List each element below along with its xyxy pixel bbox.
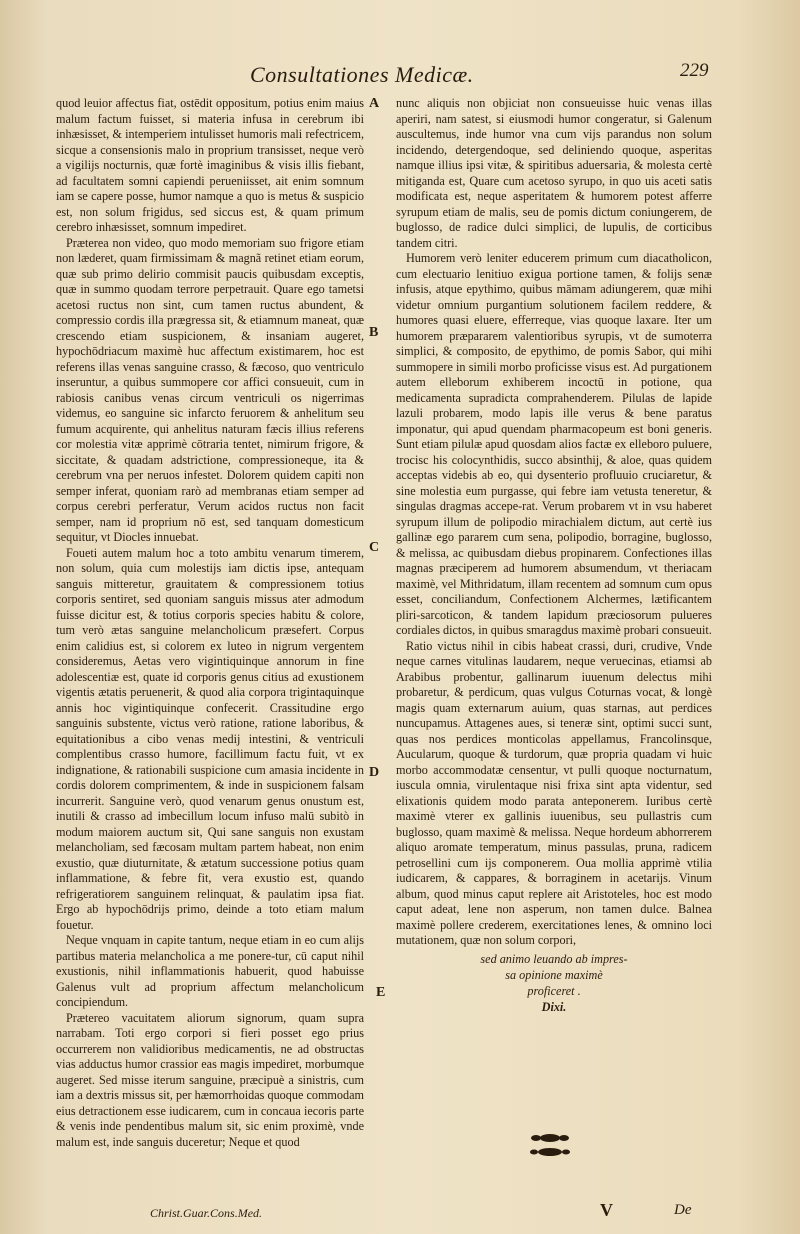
- paragraph: Foueti autem malum hoc a toto ambitu venarum timerem, non solum, quia cum molestijs iam dictis ipse, antequam sanguis mitteretur, grauitatem & compressionem totius corporis sentiret, sed quoniam sanguis missus ater admodum fuisse dicitur est, & totius corporis species habitu & colore, tum verò ætas sanguine melancholicum præsefert. Corpus enim calidius est, si colorem ex luteo in nigrum vergentem consideremus, Aetas vero vigintiquinque annorum in fine adolescentiæ est, quate id corporis genus citius ad exustionem vigentis ætatis peruenerit, & quod alia corpora trigintaquinque annis hoc vigintiquinque confecerit. Crassitudine ergo sanguinis substente, victus verò ratione, ratione laboribus, & equitationibus a cibo venas medij intestini, & ventriculi complentibus crasso humore, facillimum factu fuit, vt ex indignatione, & rationabili suspicione cum amasia incidente in cordis dolorem comprimentem, & inde in suspicionem falsam incurrerit. Sanguine verò, quod venarum genus onustum est, inutili & crasso ad imbecillum locum infuso malū subitò in modum maiorem auctum sit, Qui sane sanguis non exustam melancholiam, sed fæcosam multam partem habeat, non enim exustio, quæ diuturnitate, & ætatum successione potius quam inflammatione, & febre fit, vera exustio est, quando refrigeratiorem sanguinem relinquat, & paulatim ipsa fiat. Ergo ab hypochōdrijs primo, deinde a toto etiam malum fouetur.: [56, 545, 364, 932]
- paragraph: Neque vnquam in capite tantum, neque etiam in eo cum alijs partibus materia melancholica a me ponere-tur, cū caput nihil exustionis, nihil inflammationis habuerit, quod habuisse Galenus vult ad proprium affectum melancholicum concipiendum.: [56, 933, 364, 1009]
- margin-marker-b: B: [369, 325, 379, 340]
- signature-mark: V: [600, 1200, 613, 1220]
- closing-line: sed animo leuando ab impres-: [480, 951, 628, 966]
- right-column: [396, 96, 712, 1015]
- printer-ornament-icon: [520, 1130, 580, 1160]
- paragraph: Prætereo vacuitatem aliorum signorum, quam supra narrabam. Toti ergo corpori si fieri posset ego prius occurrerem non validioribus medicamentis, ne ad obstructas vias adductus humor crassior eas magis impediret, morbumque augeret. Sed misse iterum sanguine, præcipuè a sinistris, cum iam a dextris missus sit, per hæmorrhoidas quoque commodam eius detractionem esse iudicarem, cum in concaua iecoris parte & venis inde pendentibus malum sit, sic enim proximè, vnde malum est, inde sanguis duceretur; Neque et quod: [56, 1010, 364, 1149]
- closing-line: proficeret .: [527, 983, 581, 998]
- margin-marker-e: E: [376, 985, 386, 1000]
- margin-marker-a: A: [369, 96, 380, 111]
- closing-line: sa opinione maximè: [505, 967, 603, 982]
- paragraph: Humorem verò leniter educerem primum cum diacatholicon, cum electuario lenitiuo exigua portione tamen, & folijs senæ infusis, atque epythimo, quibus māmam adiungerem, quæ mihi videtur omnium purgantium solutionem facilem reddere, & humores quasi eluere, efferreque, vias quoque laxare. Iter um humorem præpararem valentioribus syrupis, vt de sumoterra simplici, & composito, de epythimo, de pomis Sabor, qui mihi summopere in simili morbo proficisse visus est. Ad purgationem autem elleborum exhiberem incoctū in potione, qua medicamenta supradicta comprahenderem. Pilulas de lapide lazuli probarem, modo lapis ille verus & bene paratus imponatur, qui apud quendam pharmacopeum est boni generis. Sunt etiam pilulæ apud quosdam alios factæ ex elleboro puluere, trocisc his colocynthidis, succo absinthij, & aloe, quas quidem acceptas videbis ab eo, qui dysenterio profluuio cruciaretur, & sine molestia eum purgasse, qui febre iam vetusta teneretur, & singulas dragmas accepe-rat. Verum probarem vt in vsu haberet syrupum illum de polipodio mirachialem dictum, aut certè ius gallinæ ego pararem cum sena, polipodio, borragine, buglosso, & melissa, ac quibusdam diebus propinarem. Confectiones illas magnas præciperem ad humorem absumendum, vt theriacam maximè, vel Mithridatum, illam recentem ad somnum cum opus esset, conciliandum, Confectionem Alchermes, lætificantem pliri-sarcoticon, & tandem lapidum præciosorum pulueres cordiales dictos, in quibus smaragdus maximè probari consueuit.: [396, 251, 712, 637]
- running-footer: Christ.Guar.Cons.Med.: [150, 1206, 263, 1220]
- paragraph: quod leuior affectus fiat, ostēdit oppositum, potius enim maius malum factum fuisset, si materia infusa in cerebrum ibi inhæsisset, & intemperiem intulisset humoris mali refectricem, sicque a consensionis malo in proprium transisset, neque verò a vigilijs nocturnis, quæ fortè imaginibus & visis illis fiebant, ad facultatem somni capiendi perueniisset, ait enim somnum iam se capere posse, humor namque a quo is metus & suspicio est, non solum frigidus, sed siccus est, & quam primum cerebro inhæsisset, somnum impediret.: [56, 96, 364, 234]
- paragraph: Præterea non video, quo modo memoriam suo frigore etiam non læderet, quam firmissimam & magnã retinet etiam eorum, quæ sub primo delirio commisit paucis quibusdam exceptis, quæ in summo quodam terrore perpetrauit. Quare ego tametsi acetosi ructus non sint, cum tamen ructus abundent, & compressio cordis illa prægressa sit, & etiamnum maneat, quæ crescendo etiam suspicionem, & insaniam augeret, hypochōdriacum maximè huc affectum existimarem, hoc est referens illas venas sanguine crasso, & fæcoso, quo ventriculo inseruntur, a quibus summopere cor affici consueuit, cum in rabiosis canibus venas circum ventriculi os nigerrimas videmus, eo sanguine sic infarcto feruorem & anhelitum seu fumum acquirente, qui anhelitus naturam fæcis illius referens cor molestia vitæ apprimè cōtraria tentet, nimirum frigore, & siccitate, & quadam adstrictione, compressioneque, ita & cerebrum vna per neruos infestet. Dolorem quidem capiti non semper inferat, quoniam rarò ad membranas etiam semper ad corpus cerebri perferatur, Verum acidos ructus non facit semper, nam id proprium nō est, sed tanquam domesticum sequitur, vt Diocles innuebat.: [56, 235, 364, 544]
- running-title: Consultationes Medicæ.: [250, 62, 474, 87]
- left-column: [56, 96, 364, 1150]
- dixi: Dixi.: [541, 999, 567, 1014]
- page-number: 229: [680, 60, 709, 81]
- margin-marker-d: D: [369, 765, 380, 780]
- margin-marker-c: C: [369, 540, 380, 555]
- paragraph: nunc aliquis non objiciat non consueuisse huic venas illas aperiri, nam satest, si eiusmodi humor congeratur, si Galenum auscultemus, inde humor vna cum vijs parandus non solum incidendo, detergendoque, sed deliniendo quoque, asperitas namque illius ipsi vitæ, & spiritibus aduersaria, & molesta certè mitiganda est, Quare cum acetoso syrupo, in quo uis aceti satis modificata est, neque asperitatem & humorem potest afferre syrupum etiam de malis, seu de pomis dictum coniungerem, de buglosso, de radice dulci simplici, de lupulis, de corticibus tandem citri.: [396, 96, 712, 250]
- closing-block: [396, 951, 712, 1015]
- catchword: De: [674, 1202, 692, 1218]
- paragraph: Ratio victus nihil in cibis habeat crassi, duri, crudive, Vnde neque carnes vitulinas laudarem, neque veruecinas, etiamsi ab Arabibus probentur, gallinarum iuuenum delectus mihi probaretur, & perdicum, quas vulgus Coturnas vocat, & longè magis quam externarum auium, quas starnas, aut perdices nuncupamus. Attagenes aues, si teneræ sint, optimi succi sunt, quas nos perdices monticolas appellamus, Francolinsque, Aucularum, quoque & turdorum, quæ propria quadam vi huic morbo accommodatæ censentur, vt pulli quoque nocturnatum, iuscula omnia, virulentaque nisi frixa sint apta videntur, sed elixationis quidem modo parata anteponerem. Iuribus certè maximè vterer ex gallinis iuuenibus, seu pullastris cum buglosso, quam maximè & melissa. Neque hordeum abhorrerem aliquo aromate temperatum, minus passulas, pruna, radicem petrosellini cum ijs componerem. Oua mollia apprimè vtilia iudicarem, & cappares, & borraginem in acetarijs. Vinum album, quod minus caput replere ait Aristoteles, hoc est modo caput adeat, lene non asperum, non tamen dulce. Balnea maximè pollere crederem, exercitationes lenes, & omnino loci mutationem, quæ non solum corpori,: [396, 638, 712, 947]
